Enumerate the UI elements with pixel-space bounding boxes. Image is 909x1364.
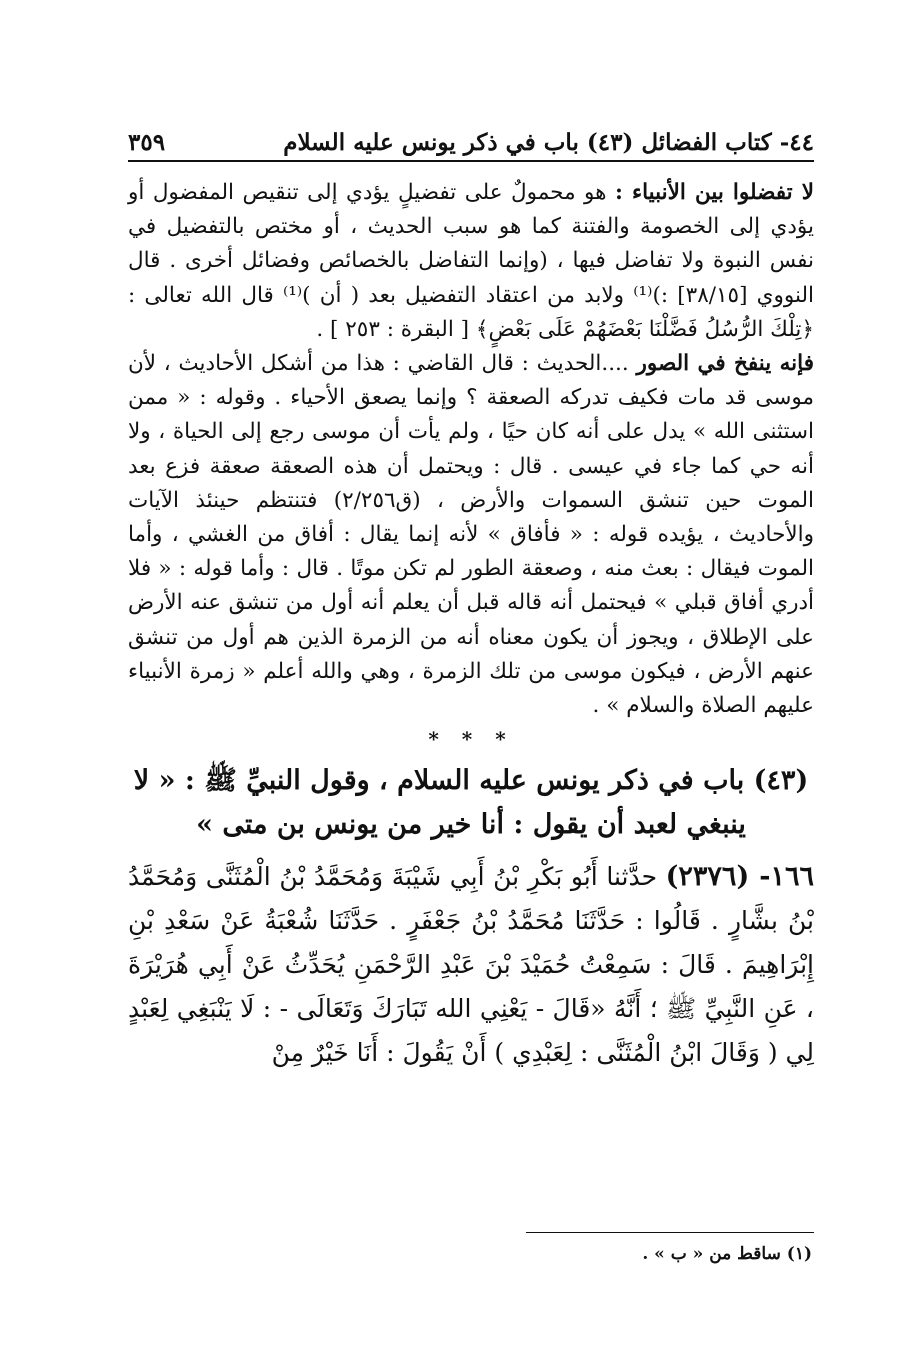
hadith-text bbox=[128, 855, 814, 1075]
footnote: (١) ساقط من « ب » . bbox=[642, 1244, 812, 1264]
running-header bbox=[128, 118, 814, 156]
lemma-2: فإنه ينفخ في الصور bbox=[636, 351, 814, 377]
header-rule bbox=[128, 160, 814, 162]
commentary-paragraph-2 bbox=[128, 347, 814, 723]
hadith-number: ١٦٦- (٢٣٧٦) bbox=[665, 861, 814, 893]
chapter-title: (٤٣) باب في ذكر يونس عليه السلام ، وقول النبيِّ ﷺ : « لا ينبغي لعبد أن يقول : أنا خير من يونس بن متى » bbox=[133, 765, 809, 841]
lemma-1: لا تفضلوا بين الأنبياء : bbox=[614, 180, 814, 205]
page-number: ٣٥٩ bbox=[128, 129, 166, 156]
commentary bbox=[128, 176, 814, 723]
commentary-text-2: ....الحديث : قال القاضي : هذا من أشكل الأحاديث ، لأن موسى قد مات فكيف تدركه الصعقة ؟ وإنما يصعق الأحياء . وقوله : « ممن استثنى الله » يدل على أنه كان حيًا ، ولم يأت أن موسى رجع إلى الحياة ، ولا أنه حي كما جاء في عيسى . قال : ويحتمل أن هذه الصعقة صعقة فزع بعد الموت حين تنشق السموات والأرض ، (ق٢/٢٥٦) فتنتظم حينئذ الآيات والأحاديث ، يؤيده قوله : « فأفاق » لأنه إنما يقال : أفاق من الغشي ، وأما الموت فيقال : بعث منه ، وصعقة الطور لم تكن موتًا . قال : وأما قوله : « فلا أدري أفاق قبلي » فيحتمل أنه قاله قبل أن يعلم أنه أول من تنشق عنه الأرض على الإطلاق ، ويجوز أن يكون معناه أنه من الزمرة الذين هم أول من تنشق عنهم الأرض ، فيكون موسى من تلك الزمرة ، وهي والله أعلم « زمرة الأنبياء عليهم الصلاة والسلام » . bbox=[128, 351, 814, 719]
section-separator: * * * bbox=[428, 727, 514, 752]
page bbox=[128, 118, 814, 1324]
commentary-paragraph-1 bbox=[128, 176, 814, 347]
footnote-rule bbox=[526, 1232, 814, 1233]
commentary-text-1: هو محمولٌ على تفضيلٍ يؤدي إلى تنقيص المفضول أو يؤدي إلى الخصومة والفتنة كما هو سبب الحديث ، أو مختص بالتفضيل في نفس النبوة ولا تفاضل فيها ، (وإنما التفاضل بالخصائص وفضائل أخرى . قال النووي [٣٨/١٥] :)⁽¹⁾ ولابد من اعتقاد التفضيل بعد ( أن )⁽¹⁾ قال الله تعالى : ﴿تِلْكَ الرُّسُلُ فَضَّلْنَا بَعْضَهُمْ عَلَى بَعْضٍ﴾ [ البقرة : ٢٥٣ ] . bbox=[128, 180, 815, 342]
running-title: ٤٤- كتاب الفضائل (٤٣) باب في ذكر يونس عليه السلام bbox=[283, 129, 814, 156]
hadith-body: حدَّثنا أَبُو بَكْرِ بْنُ أَبِي شَيْبَةَ وَمُحَمَّدُ بْنُ الْمُثَنَّى وَمُحَمَّدُ بْنُ بشَّارٍ . قَالُوا : حَدَّثَنَا مُحَمَّدُ بْنُ جَعْفَرٍ . حَدَّثَنَا شُعْبَةُ عَنْ سَعْدِ بْنِ إِبْرَاهِيمَ . قَالَ : سَمِعْتُ حُمَيْدَ بْنَ عَبْدِ الرَّحْمَنِ يُحَدِّثُ عَنْ أَبِي هُرَيْرَةَ ، عَنِ النَّبِيِّ ﷺ ؛ أَنَّهُ «قَالَ - يَعْنِي الله تَبَارَكَ وَتَعَالَى - : لَا يَنْبَغِي لِعَبْدٍ لِي ( وَقَالَ ابْنُ الْمُثَنَّى : لِعَبْدِي ) أَنْ يَقُولَ : أَنَا خَيْرٌ مِنْ bbox=[128, 862, 814, 1068]
